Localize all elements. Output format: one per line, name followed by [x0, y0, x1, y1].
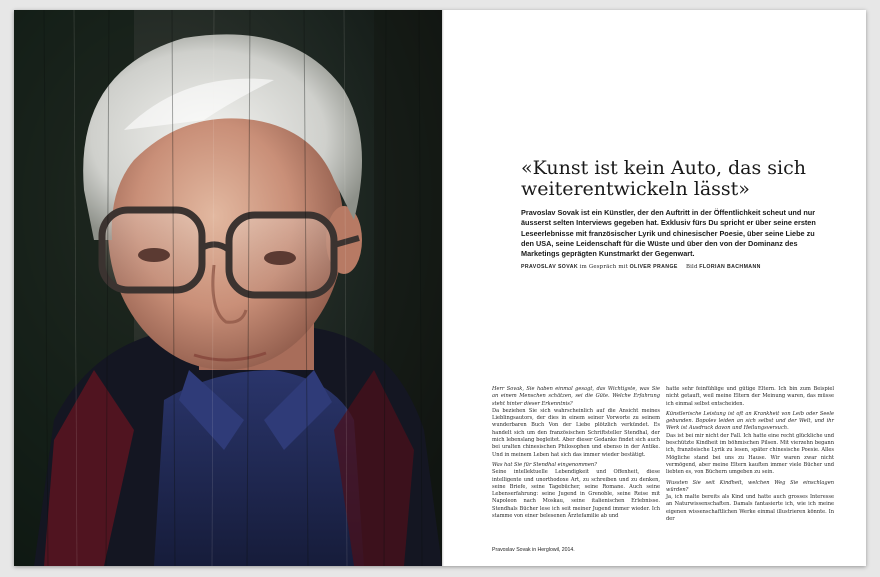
credit-photo-label: Bild — [685, 264, 698, 270]
article-page — [444, 10, 866, 566]
interview-answer: Das ist bei mir nicht der Fall. Ich hatte eine recht glückliche und beschützte Kindheit im böhmischen Pilsen. Mit vierzehn begann ich, französische Lyrik zu lesen, später chinesische Poesie. Alles Mögliche stand bei uns zu Hause. Wir waren zwar nicht vermögend, aber meine Eltern kauften immer viele Bücher und liebten es, von Büchern umgeben zu sein. — [666, 432, 834, 476]
credit-photographer: FLORIAN BACHMANN — [699, 264, 761, 270]
interview-answer: hatte sehr feinfühlige und gütige Eltern. Ich bin zum Beispiel nicht getauft, weil meine Eltern der Meinung waren, das müsse ich einmal selbst entscheiden. — [666, 386, 834, 407]
headline-line-2: weiterentwickeln lässt» — [521, 178, 750, 200]
article-headline — [521, 158, 821, 200]
interview-answer: Seine intellektuelle Lebendigkeit und Offenheit, diese intelligente und unorthodoxe Art, zu schreiben und zu denken, seine Briefe, seine Tagebücher, seine Romane. Auch seine Lebenserfahrung: seine Jugend in Grenoble, seine Reise mit Napoleon nach Moskau, seine italienischen Erlebnisse. Stendhals Bücher lese ich seit meiner Jugend immer wieder. Ich stamme von einer belesenen Ärztefamilie ab und — [492, 469, 660, 520]
magazine-spread — [14, 10, 866, 566]
interview-question: Wussten Sie seit Kindheit, welchen Weg Sie einschlagen würden? — [666, 479, 834, 493]
article-credits — [521, 264, 761, 270]
photo-caption: Pravoslav Sovak in Herglowil, 2014. — [492, 547, 575, 553]
photo-page — [14, 10, 442, 566]
interview-question: Künstlerische Leistung ist oft an Krankheit von Leib oder Seele gebunden. Bopolev leiden an sich selbst und der Welt, und ihr Werk ist Ausdruck davon und Heilungsversuch. — [666, 410, 834, 432]
article-lead: Pravoslav Sovak ist ein Künstler, der den Auftritt in der Öffentlichkeit scheut und nur äusserst selten Interviews gegeben hat. Exklusiv fürs Du spricht er über seine ersten Leseerlebnisse mit französischer Lyrik und chinesischer Poesie, über seine Liebe zu den USA, seine Leidenschaft für die Wüste und über den von der Dominanz des Marketings geprägten Kunstmarkt der Gegenwart. — [521, 208, 816, 259]
credit-connector: im Gespräch mit — [579, 264, 628, 270]
portrait-photo — [14, 10, 442, 566]
headline-line-1: «Kunst ist kein Auto, das sich — [521, 157, 807, 179]
interview-answer: Da beziehen Sie sich wahrscheinlich auf die Ansicht meines Lieblingsautors, der dies in einem seiner Vorworte zu seinem wunderbaren Buch Von der Liebe plötzlich verkündet. Es handelt sich um den französischen Schriftsteller Stendhal, der mich lebenslang begleitet. Aber dieser Gedanke findet sich auch bei uralten chinesischen Philosophen und ebenso in der Antike. Und in meinem Leben hat sich das immer wieder bestätigt. — [492, 407, 660, 458]
interview-column-1 — [492, 386, 660, 520]
credit-interviewer: OLIVER PRANGE — [629, 264, 678, 270]
interview-answer: Ja, ich malte bereits als Kind und hatte auch grosses Interesse an Naturwissenschaften. Damals fantasierte ich, wie ich meine eigenen wissenschaftlichen Werke einmal illustrieren könnte. In der — [666, 494, 834, 523]
interview-question: Was hat Sie für Stendhal eingenommen? — [492, 461, 597, 468]
interview-question: Herr Sovak, Sie haben einmal gesagt, das Wichtigste, was Sie an einem Menschen schätzen, sei die Güte. Welche Erfahrung steht hinter dieser Erkenntnis? — [492, 386, 660, 407]
credit-subject: PRAVOSLAV SOVAK — [521, 264, 579, 270]
interview-column-2 — [666, 386, 834, 523]
